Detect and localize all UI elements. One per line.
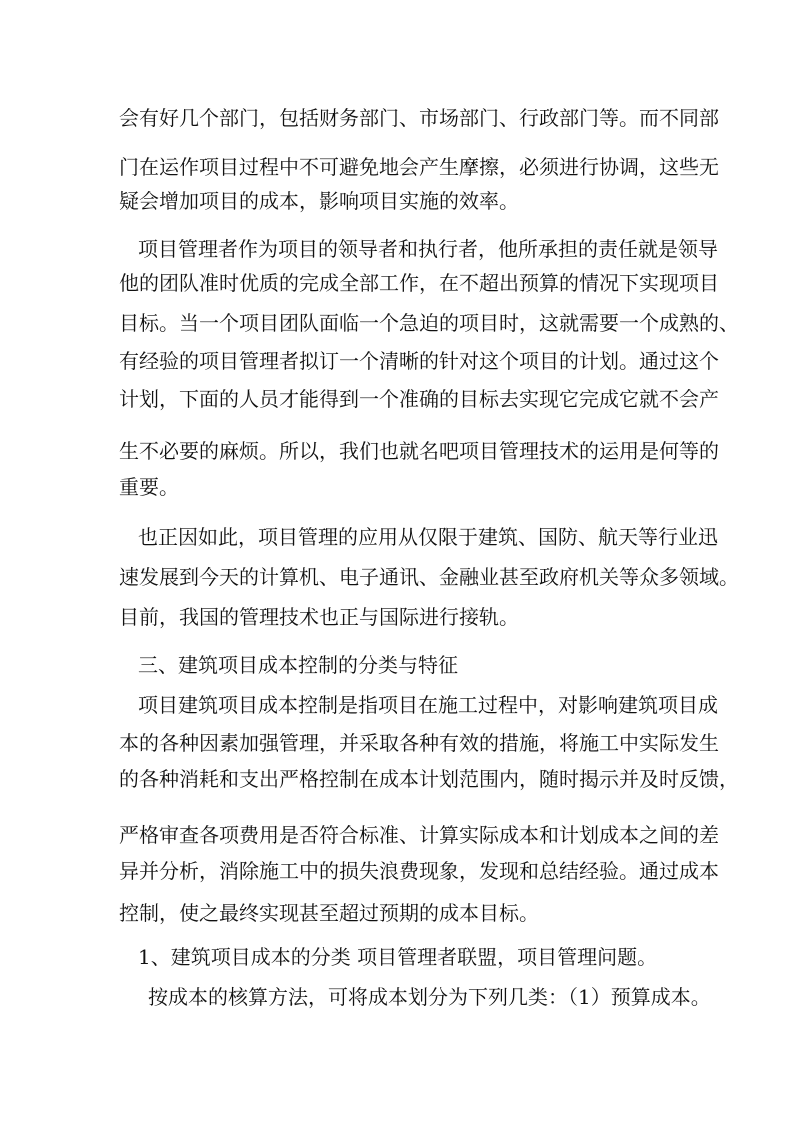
subsection-heading: 1、建筑项目成本的分类 项目管理者联盟，项目管理问题。	[138, 945, 658, 969]
text-line-6: 目标。当一个项目团队面临一个急迫的项目时，这就需要一个成熟的、	[119, 311, 739, 335]
text-line-4: 项目管理者作为项目的领导者和执行者，他所承担的责任就是领导	[138, 237, 718, 261]
text-line-5: 他的团队准时优质的完成全部工作，在不超出预算的情况下实现项目	[119, 271, 719, 295]
text-line-15: 项目建筑项目成本控制是指项目在施工过程中，对影响建筑项目成	[138, 693, 718, 717]
text-line-17: 的各种消耗和支出严格控制在成本计划范围内，随时揭示并及时反馈，	[119, 767, 739, 791]
text-line-2: 门在运作项目过程中不可避免地会产生摩擦，必须进行协调，这些无	[119, 155, 719, 179]
text-line-8: 计划，下面的人员才能得到一个准确的目标去实现它完成它就不会产	[119, 387, 719, 411]
text-line-22: 按成本的核算方法，可将成本划分为下列几类：（1）预算成本。	[148, 985, 711, 1009]
text-line-18: 严格审查各项费用是否符合标准、计算实际成本和计划成本之间的差	[119, 823, 719, 847]
text-line-13: 目前，我国的管理技术也正与国际进行接轨。	[119, 605, 519, 629]
text-line-20: 控制，使之最终实现甚至超过预期的成本目标。	[119, 901, 539, 925]
text-line-12: 速发展到今天的计算机、电子通讯、金融业甚至政府机关等众多领域。	[119, 565, 739, 589]
text-line-7: 有经验的项目管理者拟订一个清晰的针对这个项目的计划。通过这个	[119, 349, 719, 373]
text-line-9: 生不必要的麻烦。所以，我们也就名吧项目管理技术的运用是何等的	[119, 439, 719, 463]
text-line-3: 疑会增加项目的成本，影响项目实施的效率。	[119, 189, 519, 213]
section-heading: 三、建筑项目成本控制的分类与特征	[138, 653, 458, 677]
text-line-16: 本的各种因素加强管理，并采取各种有效的措施，将施工中实际发生	[119, 731, 719, 755]
text-line-19: 异并分析，消除施工中的损失浪费现象，发现和总结经验。通过成本	[119, 859, 719, 883]
text-line-10: 重要。	[119, 475, 179, 499]
text-line-1: 会有好几个部门，包括财务部门、市场部门、行政部门等。而不同部	[119, 106, 719, 130]
text-line-11: 也正因如此，项目管理的应用从仅限于建筑、国防、航天等行业迅	[138, 525, 718, 549]
